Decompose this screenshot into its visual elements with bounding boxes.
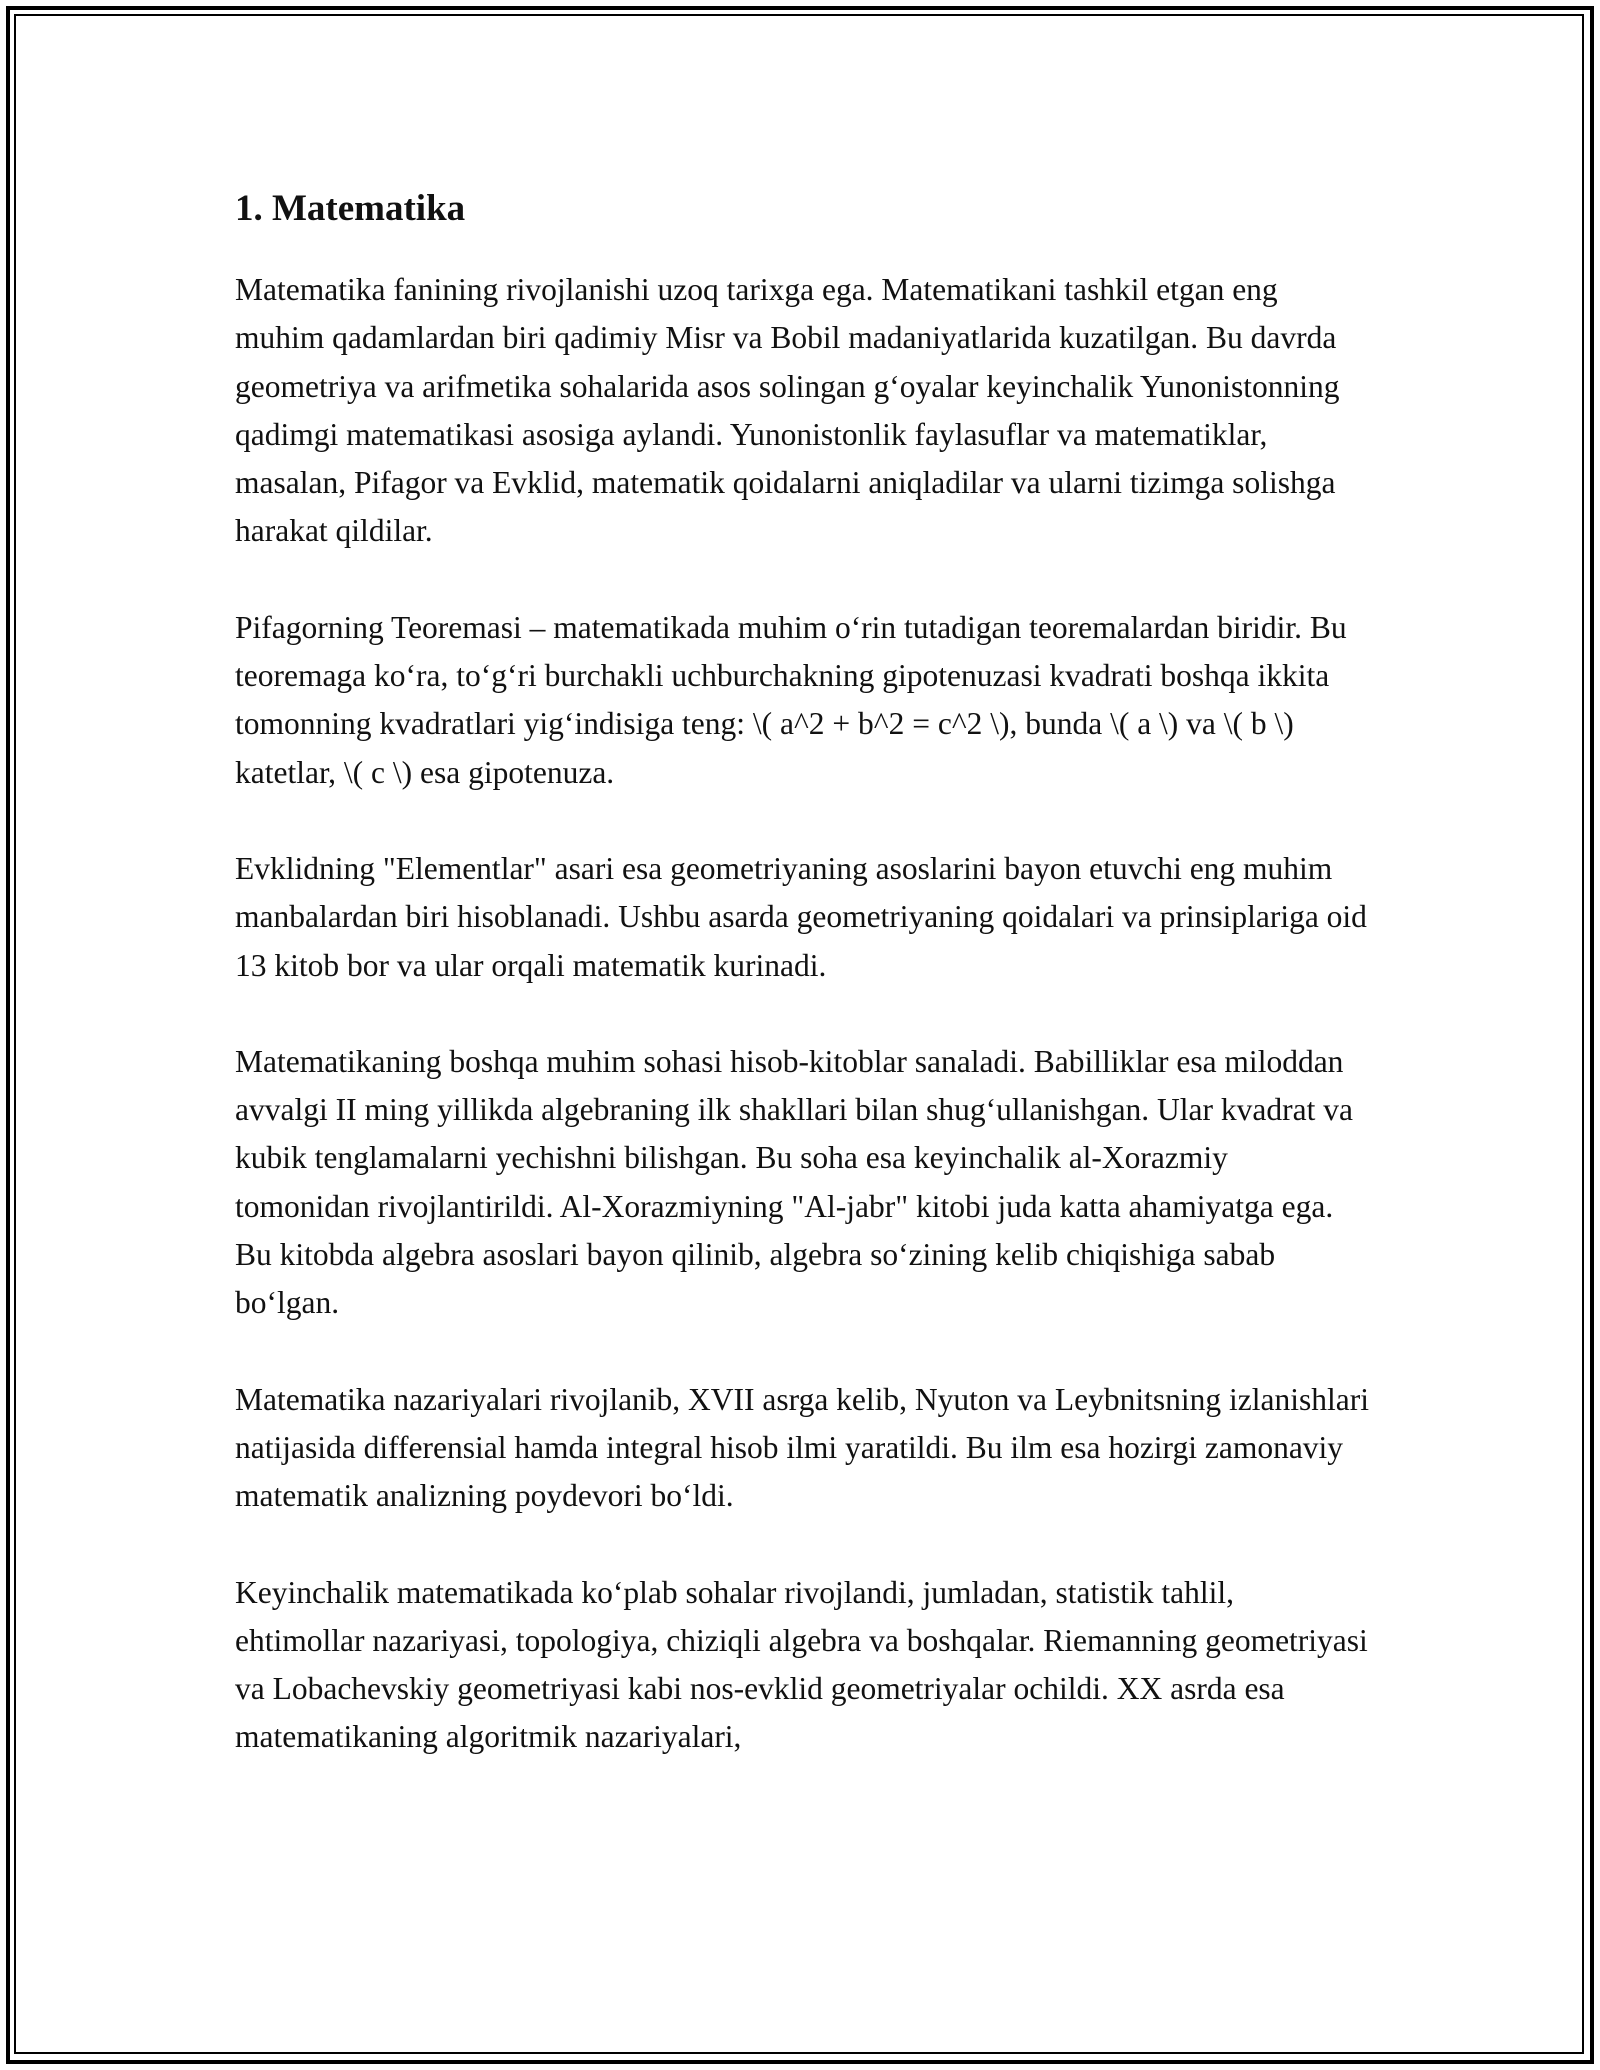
paragraph-calculus: Matematika nazariyalari rivojlanib, XVII asrga kelib, Nyuton va Leybnitsning izlanishlari natijasida differensial hamda integral hisob ilmi yaratildi. Bu ilm esa hozirgi zamonaviy matematik analizning poydevori bo‘ldi. <box>235 1381 1369 1514</box>
paragraph-modern-math: Keyinchalik matematikada ko‘plab sohalar rivojlandi, jumladan, statistik tahlil, ehtimollar nazariyasi, topologiya, chiziqli algebra va boshqalar. Riemanning geometriyasi va Lobachevskiy geometriyasi kabi nos-evklid geometriyalar ochildi. XX asrda esa matematikaning algoritmik nazariyalari, <box>235 1574 1368 1755</box>
paragraph-history: Matematika fanining rivojlanishi uzoq tarixga ega. Matematikani tashkil etgan eng muhim qadamlardan biri qadimiy Misr va Bobil madaniyatlarida kuzatilgan. Bu davrda geometriya va arifmetika sohalarida asos solingan g‘oyalar keyinchalik Yunonistonning qadimgi matematikasi asosiga aylandi. Yunonistonlik faylasuflar va matematiklar, masalan, Pifagor va Evklid, matematik qoidalarni aniqladilar va ularni tizimga solishga harakat qildilar. <box>235 272 1340 549</box>
section-title: 1. Matematika <box>235 188 466 229</box>
paragraph-euclid: Evklidning "Elementlar" asari esa geometriyaning asoslarini bayon etuvchi eng muhim manbalardan biri hisoblanadi. Ushbu asarda geometriyaning qoidalari va prinsiplariga oid 13 kitob bor va ular orqali matematik kurinadi. <box>235 850 1367 983</box>
document-body <box>235 185 1370 1762</box>
paragraph-pythagoras: Pifagorning Teoremasi – matematikada muhim o‘rin tutadigan teoremalardan biridir. Bu teoremaga ko‘ra, to‘g‘ri burchakli uchburchakning gipotenuzasi kvadrati boshqa ikkita tomonning kvadratlari yig‘indisiga teng: \( a^2 + b^2 = c^2 \), bunda \( a \) va \( b \) katetlar, \( c \) esa gipotenuza. <box>235 609 1347 790</box>
paragraph-algebra: Matematikaning boshqa muhim sohasi hisob-kitoblar sanaladi. Babilliklar esa miloddan avvalgi II ming yillikda algebraning ilk shakllari bilan shug‘ullanishgan. Ular kvadrat va kubik tenglamalarni yechishni bilishgan. Bu soha esa keyinchalik al-Xorazmiy tomonidan rivojlantirildi. Al-Xorazmiyning "Al-jabr" kitobi juda katta ahamiyatga ega. Bu kitobda algebra asoslari bayon qilinib, algebra so‘zining kelib chiqishiga sabab bo‘lgan. <box>235 1043 1353 1321</box>
